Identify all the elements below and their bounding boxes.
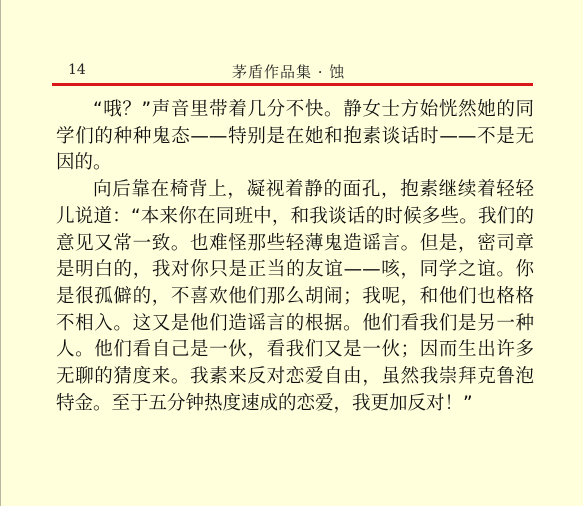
page-edge	[0, 0, 1, 506]
paragraph: “哦？”声音里带着几分不快。静女士方始恍然她的同学们的种种鬼态——特别是在她和抱素谈话时——不是无因的。	[56, 99, 534, 174]
page-number: 14	[68, 62, 86, 78]
running-title: 茅盾作品集 · 蚀	[232, 63, 346, 81]
body-text	[56, 97, 534, 417]
page-header	[52, 60, 533, 82]
paragraph: 向后靠在椅背上，凝视着静的面孔，抱素继续着轻轻儿说道：“本来你在同班中，和我谈话的时候多些。我们的意见又常一致。也难怪那些轻薄鬼造谣言。但是，密司章是明白的，我对你只是正当的友谊——咳，同学之谊。你是很孤僻的，不喜欢他们那么胡闹；我呢，和他们也格格不相入。这又是他们造谣言的根据。他们看我们是另一种人。他们看自己是一伙，看我们又是一伙；因而生出许多无聊的猜度来。我素来反对恋爱自由，虽然我崇拜克鲁泡特金。至于五分钟热度速成的恋爱，我更加反对！”	[56, 179, 534, 414]
header-rule	[52, 83, 533, 86]
